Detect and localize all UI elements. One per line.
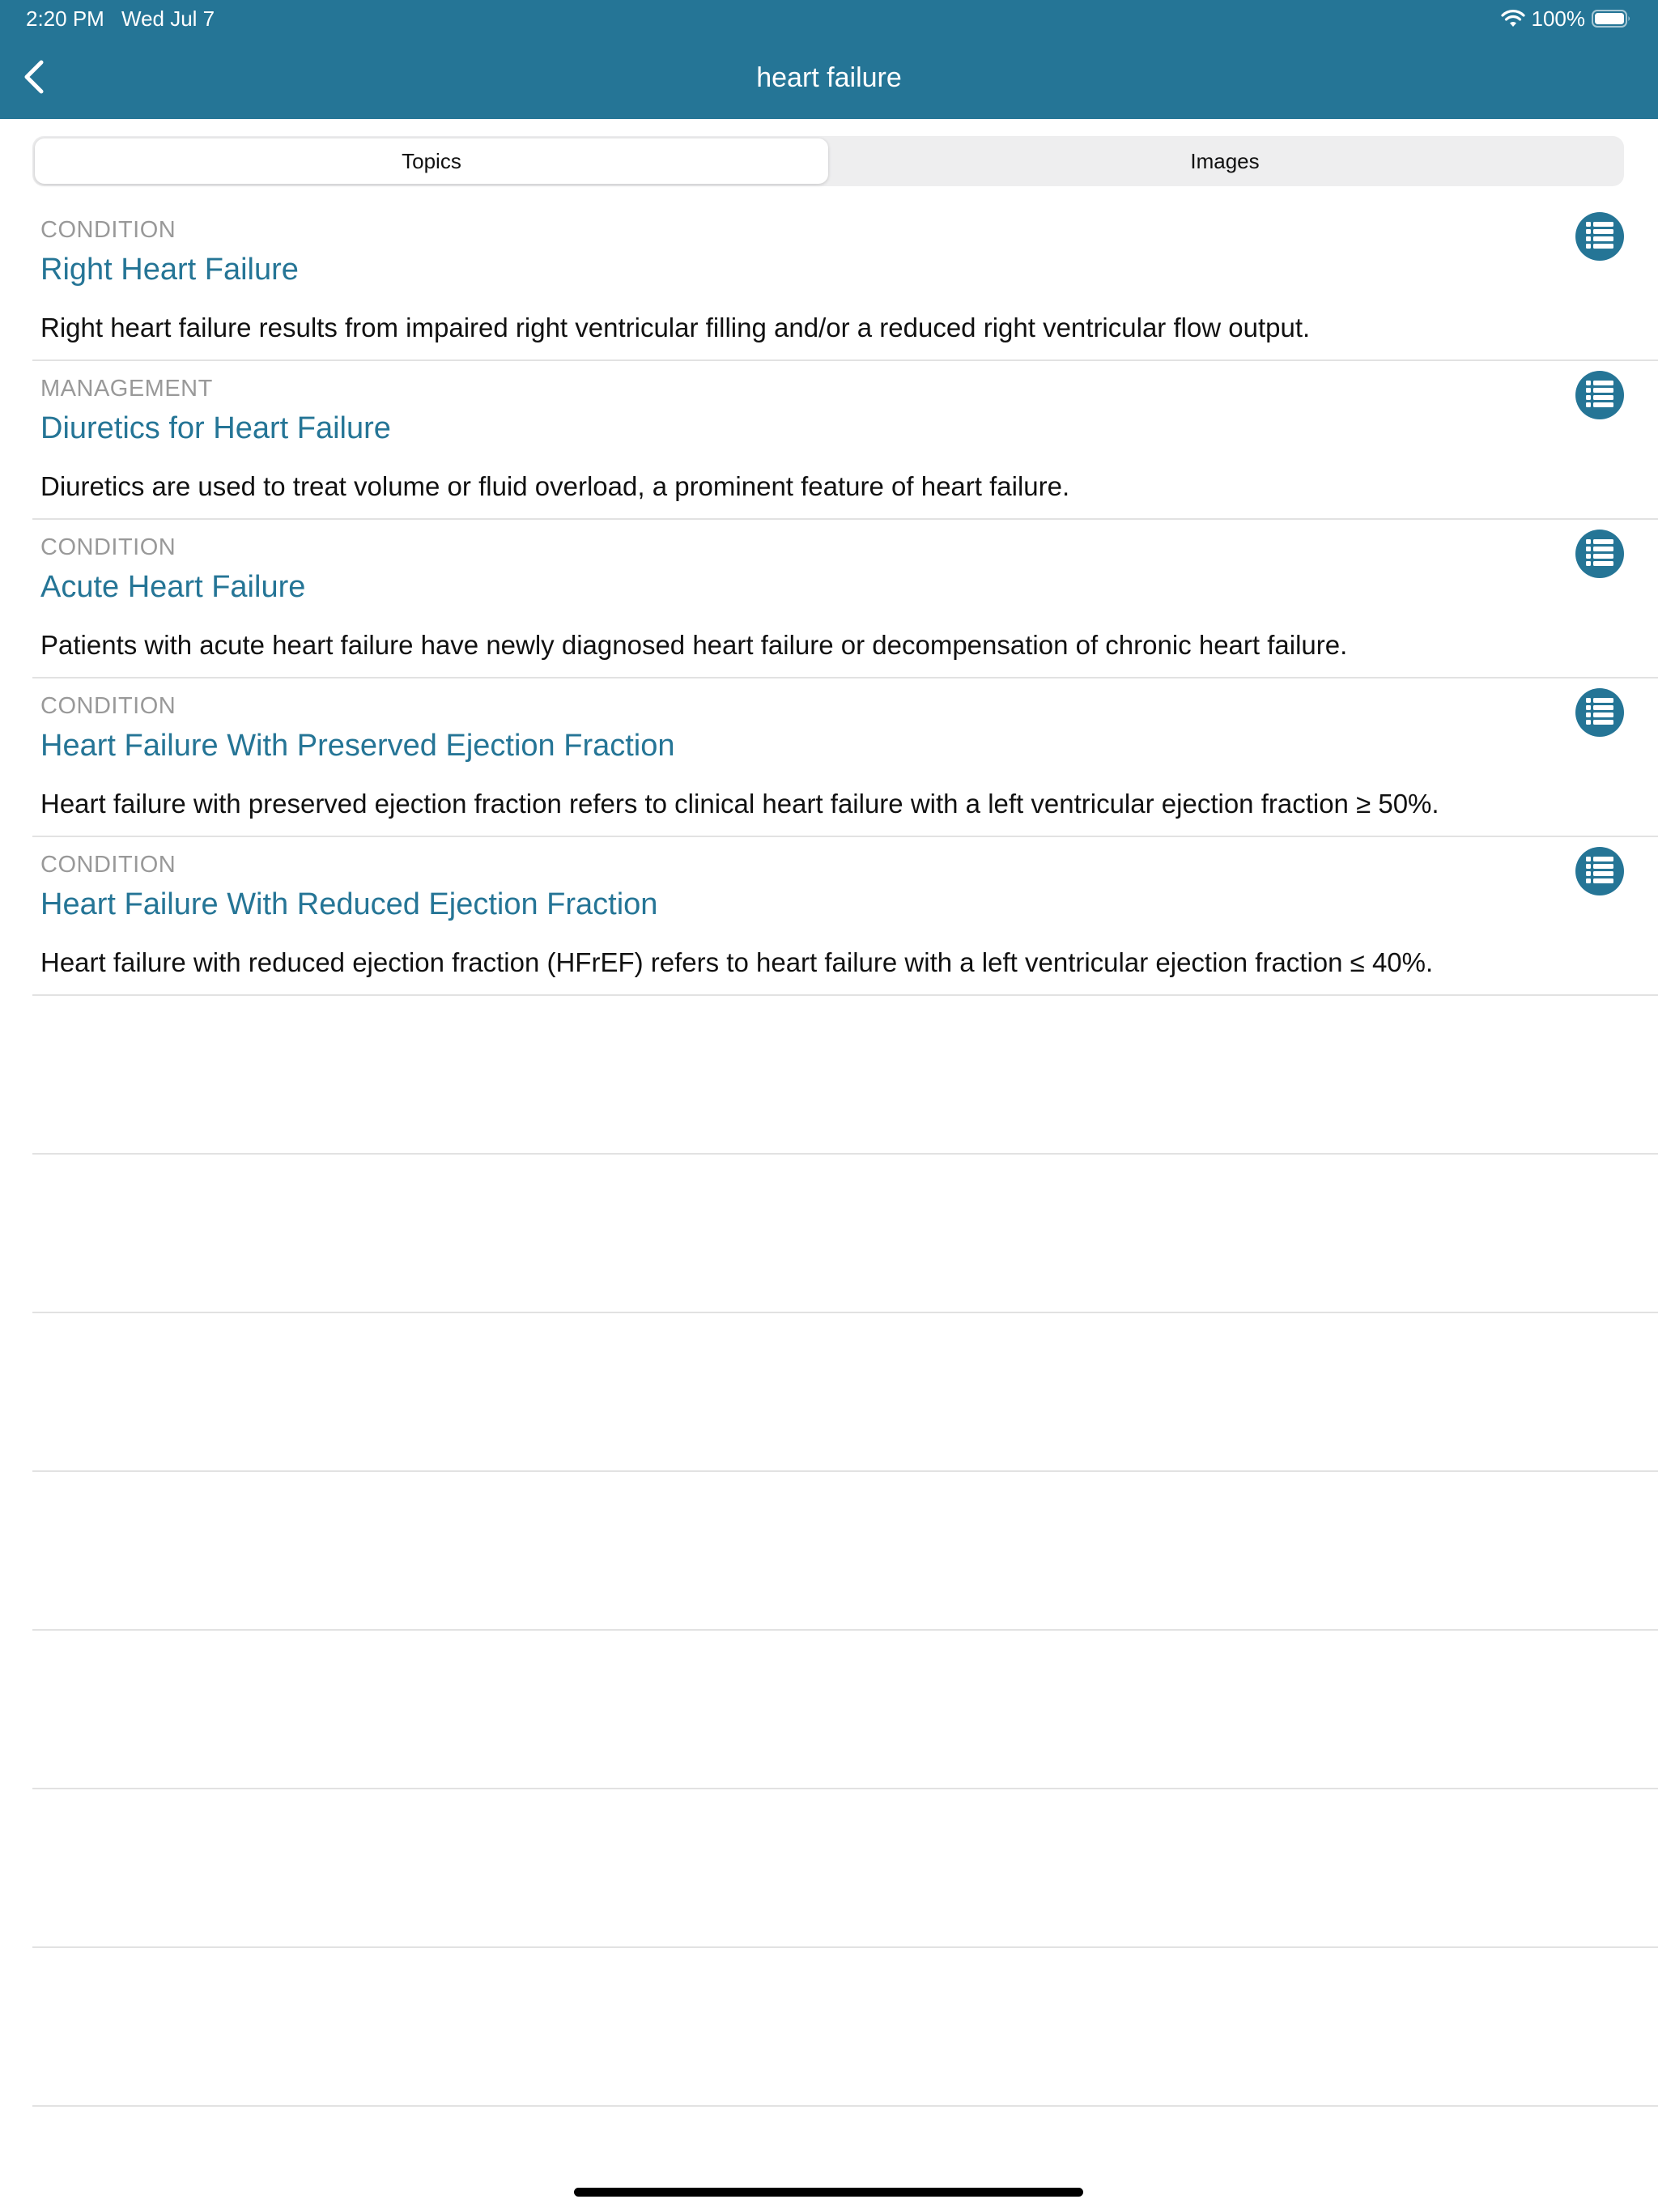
- result-category: CONDITION: [40, 217, 176, 243]
- list-icon: [1584, 853, 1616, 890]
- empty-row: [32, 1155, 1658, 1313]
- outline-button[interactable]: [1575, 371, 1624, 419]
- segmented-control: [32, 136, 1624, 186]
- status-date: Wed Jul 7: [121, 6, 215, 31]
- result-title[interactable]: Acute Heart Failure: [40, 570, 306, 604]
- result-item[interactable]: [32, 202, 1658, 361]
- result-category: CONDITION: [40, 693, 176, 719]
- result-title[interactable]: Heart Failure With Reduced Ejection Fraction: [40, 887, 658, 921]
- empty-row: [32, 1472, 1658, 1631]
- empty-row: [32, 1948, 1658, 2107]
- battery-icon: [1592, 9, 1632, 28]
- result-item[interactable]: [32, 678, 1658, 837]
- home-indicator[interactable]: [574, 2188, 1083, 2197]
- result-title[interactable]: Diuretics for Heart Failure: [40, 411, 391, 445]
- list-icon: [1584, 695, 1616, 731]
- list-icon: [1584, 377, 1616, 414]
- tab-images[interactable]: Images: [1190, 148, 1260, 173]
- results-list: [32, 202, 1658, 2107]
- outline-button[interactable]: [1575, 847, 1624, 895]
- result-title[interactable]: Right Heart Failure: [40, 253, 299, 287]
- result-category: CONDITION: [40, 852, 176, 878]
- result-item[interactable]: [32, 520, 1658, 678]
- result-title[interactable]: Heart Failure With Preserved Ejection Fraction: [40, 729, 675, 763]
- outline-button[interactable]: [1575, 530, 1624, 578]
- page-title: heart failure: [756, 62, 902, 93]
- empty-row: [32, 1631, 1658, 1789]
- empty-row: [32, 996, 1658, 1155]
- battery-percentage: 100%: [1531, 6, 1585, 31]
- tab-topics[interactable]: Topics: [35, 138, 828, 184]
- status-indicators: [1501, 6, 1633, 31]
- result-category: MANAGEMENT: [40, 376, 213, 402]
- result-summary: Diuretics are used to treat volume or fluid overload, a prominent feature of heart failure.: [40, 471, 1070, 501]
- list-icon: [1584, 219, 1616, 255]
- outline-button[interactable]: [1575, 212, 1624, 261]
- outline-button[interactable]: [1575, 688, 1624, 737]
- result-summary: Patients with acute heart failure have newly diagnosed heart failure or decompensation of chronic heart failure.: [40, 630, 1348, 660]
- result-item[interactable]: [32, 837, 1658, 996]
- result-summary: Heart failure with preserved ejection fraction refers to clinical heart failure with a left ventricular ejection fraction ≥ 50%.: [40, 789, 1439, 819]
- wifi-icon: [1501, 9, 1525, 28]
- result-summary: Right heart failure results from impaired right ventricular filling and/or a reduced right ventricular flow output.: [40, 313, 1311, 342]
- result-summary: Heart failure with reduced ejection fraction (HFrEF) refers to heart failure with a left ventricular ejection fraction ≤ 40%.: [40, 947, 1434, 977]
- top-bar: [0, 0, 1658, 119]
- empty-row: [32, 1313, 1658, 1472]
- result-item[interactable]: [32, 361, 1658, 520]
- empty-row: [32, 1789, 1658, 1948]
- result-category: CONDITION: [40, 534, 176, 560]
- list-icon: [1584, 536, 1616, 572]
- status-time: 2:20 PM: [26, 6, 104, 31]
